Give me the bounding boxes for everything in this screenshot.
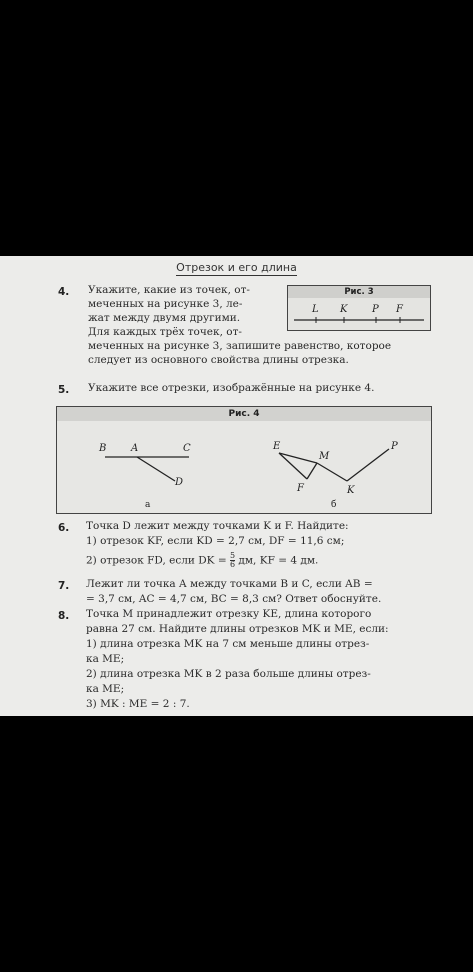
- label-D: D: [175, 477, 184, 488]
- problem-8-line-2: равна 27 см. Найдите длины отрезков MK и ME, если:: [86, 623, 389, 635]
- label-F: F: [297, 483, 304, 494]
- problem-4-number: 4.: [58, 286, 70, 298]
- label-P: P: [391, 441, 398, 452]
- problem-8-number: 8.: [58, 610, 70, 622]
- problem-7-number: 7.: [58, 580, 70, 592]
- label-E: E: [273, 441, 281, 452]
- segment-MF: [307, 463, 317, 479]
- part-a-label: а: [145, 500, 151, 510]
- figure-4-caption: Рис. 4: [57, 407, 431, 421]
- problem-6-line-1: Точка D лежит между точками K и F. Найдите:: [86, 520, 349, 532]
- figure-4-drawing: [57, 421, 431, 513]
- problem-6-line-2: 1) отрезок KF, если KD = 2,7 см, DF = 11,6 см;: [86, 535, 345, 547]
- problem-8-line-5: 2) длина отрезка MK в 2 раза больше длины отрез-: [86, 668, 371, 680]
- problem-8-line-1: Точка M принадлежит отрезку KE, длина которого: [86, 608, 372, 620]
- figure-3-drawing: [288, 298, 430, 330]
- segment-AD: [137, 457, 175, 481]
- label-F: F: [396, 304, 403, 315]
- problem-5-text: Укажите все отрезки, изображённые на рисунке 4.: [88, 382, 375, 394]
- problem-5-number: 5.: [58, 384, 70, 396]
- label-L: L: [312, 304, 319, 315]
- problem-4-line-1: Укажите, какие из точек, от-: [88, 284, 250, 296]
- part-b-label: б: [331, 500, 337, 510]
- problem-6-line-3-end: дм, KF = 4 дм.: [238, 554, 319, 567]
- problem-4-line-6: следует из основного свойства длины отрезка.: [88, 354, 349, 366]
- problem-7-line-2: = 3,7 см, AC = 4,7 см, BC = 8,3 см? Ответ обоснуйте.: [86, 593, 382, 605]
- problem-7-line-1: Лежит ли точка A между точками B и C, если AB =: [86, 578, 373, 590]
- section-title: Отрезок и его длина: [176, 261, 297, 274]
- problem-6-line-3-start: 2) отрезок FD, если DK =: [86, 554, 227, 567]
- label-P: P: [372, 304, 379, 315]
- problem-4-line-3: жат между двумя другими.: [88, 312, 241, 324]
- label-C: C: [183, 443, 191, 454]
- problem-8-line-7: 3) MK : ME = 2 : 7.: [86, 698, 190, 710]
- problem-6-number: 6.: [58, 522, 70, 534]
- label-B: B: [99, 443, 107, 454]
- segment-MK: [317, 463, 347, 481]
- textbook-page: [0, 256, 473, 716]
- fraction-five-sixths: $\frac{5}{6}$: [229, 551, 236, 569]
- label-K: K: [347, 485, 355, 496]
- problem-4-line-5: меченных на рисунке 3, запишите равенство, которое: [88, 340, 392, 352]
- label-K: K: [340, 304, 348, 315]
- figure-3: [287, 285, 431, 331]
- problem-8-line-6: ка ME;: [86, 683, 125, 695]
- problem-8-line-4: ка ME;: [86, 653, 125, 665]
- problem-4-line-4: Для каждых трёх точек, от-: [88, 326, 242, 338]
- segment-KP: [347, 449, 389, 481]
- label-M: M: [319, 451, 330, 462]
- figure-3-caption: Рис. 3: [288, 286, 430, 298]
- problem-4-line-2: меченных на рисунке 3, ле-: [88, 298, 243, 310]
- label-A: A: [131, 443, 139, 454]
- problem-6-line-3: [86, 552, 318, 569]
- figure-4: [56, 406, 432, 514]
- problem-8-line-3: 1) длина отрезка MK на 7 см меньше длины отрез-: [86, 638, 370, 650]
